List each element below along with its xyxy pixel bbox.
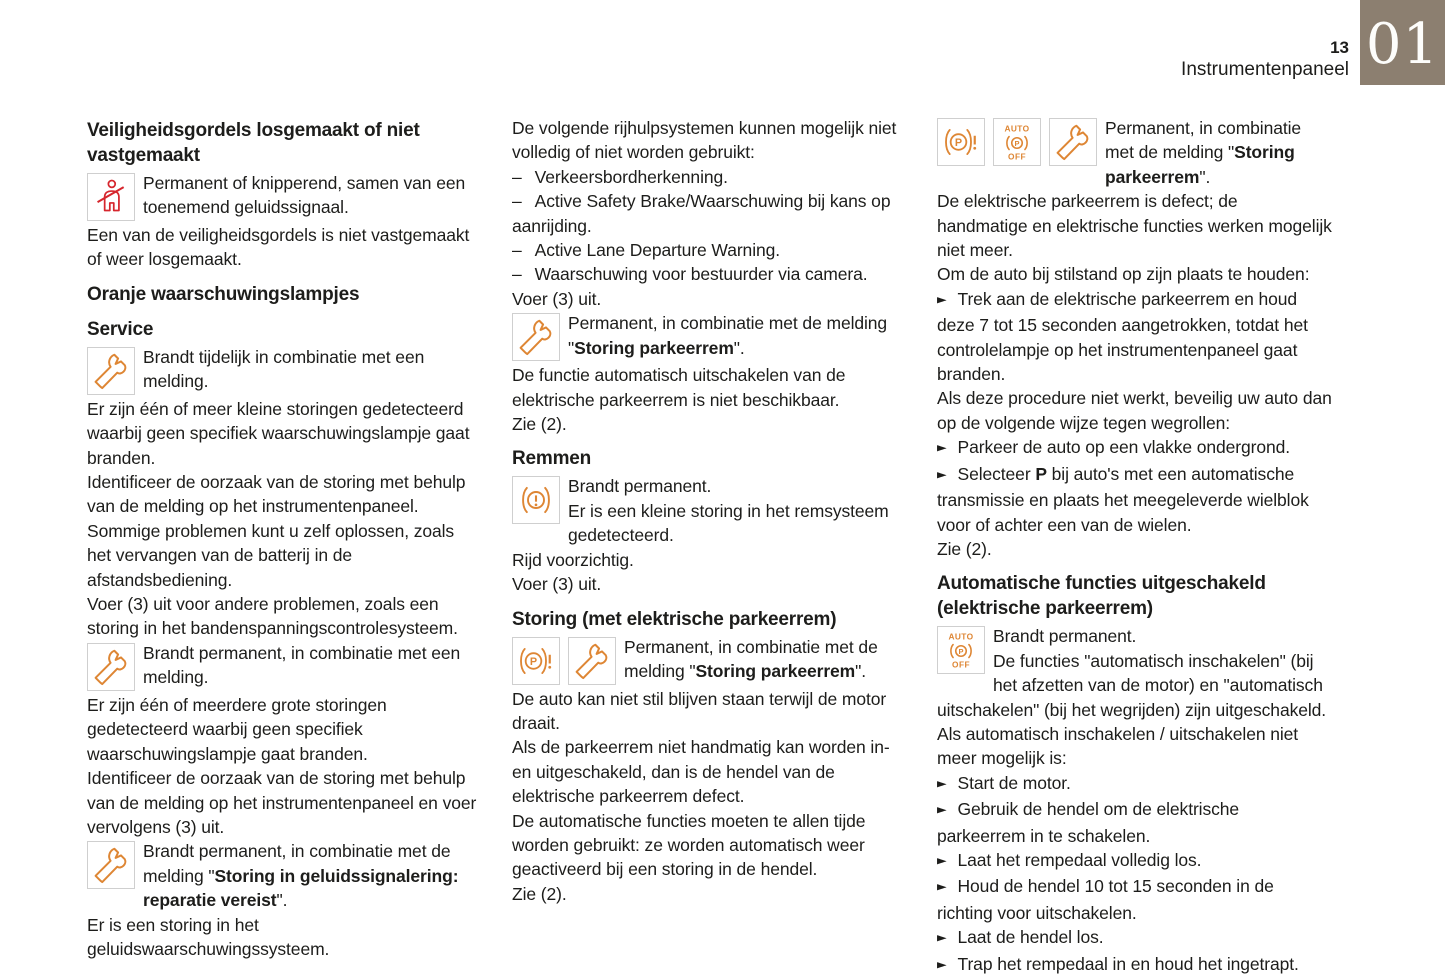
page-header <box>1181 38 1349 81</box>
text-run: Permanent, in combinatie met de melding " <box>568 313 888 358</box>
wrench-icon <box>87 841 135 889</box>
paragraph <box>512 116 907 165</box>
text-run: Identificeer de oorzaak van de storing met behulp van de melding op het instrumentenpaneel. <box>87 472 466 517</box>
warning-light-paragraph <box>937 116 1332 189</box>
text-run: Parkeer de auto op een vlakke ondergrond. <box>957 437 1291 458</box>
paragraph <box>937 537 1332 561</box>
column-middle <box>512 116 907 978</box>
text-run: Brandt permanent, in combinatie met de melding " <box>143 841 451 886</box>
section-heading: Remmen <box>512 448 592 470</box>
text-run: Sommige problemen kunt u zelf oplossen, zoals het vervangen van de batterij in de afstandsbediening. <box>87 520 455 590</box>
column-right <box>937 116 1332 978</box>
paragraph <box>512 572 907 596</box>
paragraph <box>512 412 907 436</box>
list-item <box>937 952 1332 978</box>
svg-text:AUTO: AUTO <box>1004 123 1030 134</box>
dash-bullet: – <box>512 240 522 261</box>
paragraph <box>512 882 907 906</box>
paragraph <box>87 223 482 272</box>
parking-brake-fault-icon <box>512 637 560 685</box>
text-run: De automatische functies moeten te allen tijde worden gebruikt: ze worden automatisch weer geactiveerd bij een storing in de hendel. <box>512 810 866 880</box>
manual-page-content <box>87 116 1332 978</box>
text-run: Voer (3) uit voor andere problemen, zoals een storing in het bandenspanningscontrolesysteem. <box>87 594 458 639</box>
paragraph <box>937 722 1332 771</box>
text-run: Start de motor. <box>957 772 1071 793</box>
text-run: ". <box>1199 166 1211 187</box>
text-run: De auto kan niet stil blijven staan terwijl de motor draait. <box>512 688 887 733</box>
paragraph <box>937 386 1332 435</box>
dash-bullet: – <box>512 264 522 285</box>
text-run: Laat de hendel los. <box>957 927 1104 948</box>
text-run: Zie (2). <box>512 883 567 904</box>
text-run: Permanent of knipperend, samen van een toenemend geluidssignaal. <box>143 173 466 218</box>
svg-text:P: P <box>1014 139 1020 148</box>
svg-text:OFF: OFF <box>1008 151 1026 162</box>
list-item <box>937 435 1332 461</box>
text-run: Er zijn één of meer kleine storingen gedetecteerd waarbij geen specifiek waarschuwingslampje gaat branden. <box>87 398 470 468</box>
arrow-bullet: ► <box>937 439 947 455</box>
paragraph <box>512 687 907 736</box>
text-run: Voer (3) uit. <box>512 288 602 309</box>
paragraph <box>937 262 1332 286</box>
paragraph <box>87 519 482 592</box>
text-run: Zie (2). <box>512 414 567 435</box>
paragraph <box>512 735 907 808</box>
text-run: Verkeersbordherkenning. <box>534 166 728 187</box>
text-run: Er is een kleine storing in het remsysteem gedetecteerd. <box>568 500 889 546</box>
text-run: Voer (3) uit. <box>512 574 602 595</box>
section-heading: Storing (met elektrische parkeerrem) <box>512 608 837 630</box>
text-run: Active Lane Departure Warning. <box>534 240 781 261</box>
warning-light-paragraph <box>87 345 482 394</box>
list-item <box>937 462 1332 537</box>
paragraph <box>87 592 482 641</box>
emphasis-text: Storing in geluidssignalering: reparatie vereist <box>143 865 459 911</box>
paragraph <box>87 693 482 766</box>
wrench-icon <box>1049 118 1097 166</box>
section-heading: Service <box>87 318 154 340</box>
warning-light-paragraph <box>512 635 907 684</box>
text-run: De functie automatisch uitschakelen van de elektrische parkeerrem is niet beschikbaar. <box>512 365 846 410</box>
text-run: bij auto's met een automatische transmissie en plaats het meegeleverde wielblok voor of achter een van de wielen. <box>937 463 1309 535</box>
paragraph <box>87 766 482 839</box>
brake-warning-icon <box>512 476 560 524</box>
warning-light-paragraph <box>512 474 907 547</box>
emphasis-text: Storing parkeerrem <box>574 337 734 358</box>
seatbelt-icon <box>87 173 135 221</box>
text-run: Er is een storing in het geluidswaarschuwingssysteem. <box>87 914 330 959</box>
chapter-tab <box>1360 0 1445 85</box>
section-heading: Veiligheidsgordels losgemaakt of niet vastgemaakt <box>87 120 420 166</box>
list-item <box>937 771 1332 797</box>
page-number: 13 <box>1330 38 1349 57</box>
text-run: Rijd voorzichtig. <box>512 549 634 570</box>
list-item <box>937 925 1332 951</box>
text-run: Houd de hendel 10 tot 15 seconden in de richting voor uitschakelen. <box>937 876 1274 923</box>
svg-text:AUTO: AUTO <box>948 631 974 642</box>
emphasis-text: Storing parkeerrem <box>1105 142 1295 187</box>
paragraph <box>87 470 482 519</box>
list-item <box>512 165 907 189</box>
dash-bullet: – <box>512 166 522 187</box>
emphasis-text: Storing parkeerrem <box>695 660 856 681</box>
text-run: Brandt permanent. <box>993 626 1137 647</box>
text-run: Waarschuwing voor bestuurder via camera. <box>534 264 868 285</box>
list-item <box>512 189 907 238</box>
paragraph <box>87 397 482 470</box>
section-heading: Oranje waarschuwingslampjes <box>87 283 360 305</box>
text-run: Selecteer <box>957 463 1036 484</box>
list-item <box>512 262 907 286</box>
text-run: Trap het rempedaal in en houd het ingetrapt. <box>957 953 1299 974</box>
text-run: Permanent, in combinatie met de melding " <box>1105 118 1302 163</box>
svg-text:P: P <box>958 647 964 657</box>
text-run: Zie (2). <box>937 538 992 559</box>
emphasis-text: P <box>1035 463 1047 484</box>
paragraph <box>512 363 907 412</box>
warning-light-paragraph <box>87 641 482 690</box>
text-run: Als de parkeerrem niet handmatig kan worden in- en uitgeschakeld, dan is de hendel van de elektrische parkeerrem defect. <box>512 737 890 807</box>
text-run: De functies "automatisch inschakelen" (bij het afzetten van de motor) en "automatisch uitschakelen" (bij het wegrijden) zijn uitgeschakeld. <box>937 650 1327 720</box>
paragraph <box>512 809 907 882</box>
text-run: Brandt tijdelijk in combinatie met een melding. <box>143 346 425 392</box>
text-run: Trek aan de elektrische parkeerrem en houd deze 7 tot 15 seconden aangetrokken, totdat het controlelampje op het instrumentenpaneel gaat branden. <box>937 288 1308 385</box>
arrow-bullet: ► <box>937 852 947 868</box>
svg-text:P: P <box>529 655 538 668</box>
text-run: Gebruik de hendel om de elektrische parkeerrem in te schakelen. <box>937 799 1240 846</box>
text-run: Als automatisch inschakelen / uitschakelen niet meer mogelijk is: <box>937 723 1299 769</box>
column-left <box>87 116 482 978</box>
paragraph <box>937 189 1332 262</box>
wrench-icon <box>512 313 560 361</box>
text-run: ". <box>276 890 288 911</box>
text-run: Laat het rempedaal volledig los. <box>957 849 1202 870</box>
text-run: Permanent, in combinatie met de melding " <box>624 636 878 681</box>
list-item <box>937 874 1332 925</box>
paragraph <box>87 913 482 962</box>
text-run: Als deze procedure niet werkt, beveilig uw auto dan op de volgende wijze tegen wegrollen: <box>937 388 1332 433</box>
arrow-bullet: ► <box>937 801 947 817</box>
section-heading: Automatische functies uitgeschakeld (elektrische parkeerrem) <box>937 573 1266 620</box>
wrench-icon <box>568 637 616 685</box>
text-run: Een van de veiligheidsgordels is niet vastgemaakt of weer losgemaakt. <box>87 225 470 270</box>
list-item <box>937 797 1332 848</box>
paragraph <box>512 548 907 572</box>
warning-light-paragraph <box>87 839 482 912</box>
svg-text:P: P <box>954 136 963 149</box>
svg-text:OFF: OFF <box>952 659 970 670</box>
text-run: Brandt permanent, in combinatie met een melding. <box>143 642 461 688</box>
list-item <box>512 238 907 262</box>
text-run: Active Safety Brake/Waarschuwing bij kans op aanrijding. <box>512 191 891 236</box>
auto-park-off-icon <box>937 626 985 674</box>
text-run: ". <box>855 660 866 681</box>
wrench-icon <box>87 347 135 395</box>
page-section-title: Instrumentenpaneel <box>1181 59 1349 80</box>
arrow-bullet: ► <box>937 929 947 945</box>
text-run: ". <box>733 337 745 358</box>
warning-light-paragraph <box>937 624 1332 722</box>
text-run: Identificeer de oorzaak van de storing met behulp van de melding op het instrumentenpaneel en voer vervolgens (3) uit. <box>87 768 477 837</box>
paragraph <box>512 287 907 311</box>
text-run: Brandt permanent. <box>568 476 712 497</box>
parking-brake-fault-icon <box>937 118 985 166</box>
warning-light-paragraph <box>87 171 482 220</box>
arrow-bullet: ► <box>937 775 947 791</box>
auto-park-off-icon <box>993 118 1041 166</box>
text-run: De elektrische parkeerrem is defect; de handmatige en elektrische functies werken mogelijk niet meer. <box>937 191 1332 261</box>
text-run: Er zijn één of meerdere grote storingen gedetecteerd waarbij geen specifiek waarschuwingslampje gaat branden. <box>87 694 387 764</box>
arrow-bullet: ► <box>937 291 947 307</box>
arrow-bullet: ► <box>937 956 947 972</box>
text-run: Om de auto bij stilstand op zijn plaats te houden: <box>937 264 1310 285</box>
dash-bullet: – <box>512 191 522 212</box>
chapter-number: 01 <box>1365 12 1440 77</box>
wrench-icon <box>87 643 135 691</box>
arrow-bullet: ► <box>937 466 947 482</box>
list-item <box>937 287 1332 387</box>
list-item <box>937 848 1332 874</box>
warning-light-paragraph <box>512 311 907 360</box>
text-run: De volgende rijhulpsystemen kunnen mogelijk niet volledig of niet worden gebruikt: <box>512 118 897 163</box>
arrow-bullet: ► <box>937 878 947 894</box>
